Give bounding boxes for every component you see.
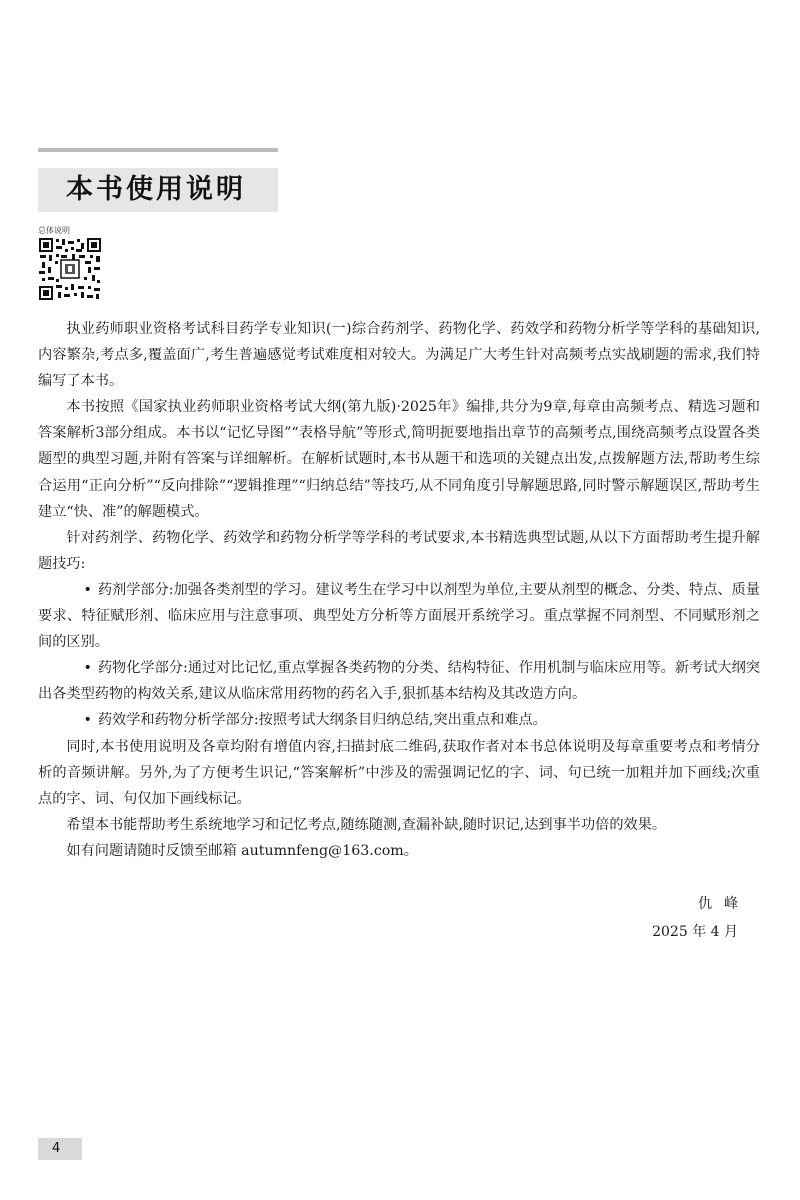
bullet-text: 药剂学部分:加强各类剂型的学习。建议考生在学习中以剂型为单位,主要从剂型的概念、分类、特点、质量要求、特征赋形剂、临床应用与注意事项、典型处方分析等方面展开系统学习。重点掌握不同剂型、不同赋形剂之间的区别。 bbox=[38, 581, 760, 651]
paragraph-wish: 希望本书能帮助考生系统地学习和记忆考点,随练随测,查漏补缺,随时识记,达到事半功倍的效果。 bbox=[66, 816, 667, 833]
instructions-body bbox=[38, 316, 760, 864]
bullet-pharmaceutics bbox=[38, 577, 760, 655]
paragraph-intro: 执业药师职业资格考试科目药学专业知识(一)综合药剂学、药物化学、药效学和药物分析学等学科的基础知识,内容繁杂,考点多,覆盖面广,考生普遍感觉考试难度相对较大。为满足广大考生针对高频考点实战刷题的需求,我们特编写了本书。 bbox=[38, 321, 760, 390]
paragraph-skills-lead: 针对药剂学、药物化学、药效学和药物分析学等学科的考试要求,本书精选典型试题,从以下方面帮助考生提升解题技巧: bbox=[38, 529, 760, 572]
paragraph-structure: 本书按照《国家执业药师职业资格考试大纲(第九版)·2025年》编排,共分为9章,每章由高频考点、精选习题和答案解析3部分组成。本书以“记忆导图”“表格导航”等形式,简明扼要地指出章节的高频考点,围绕高频考点设置各类题型的典型习题,并附有答案与详细解析。在解析试题时,本书从题干和选项的关键点出发,点拨解题方法,帮助考生综合运用“正向分析”“反向排除”“逻辑推理”“归纳总结”等技巧,从不同角度引导解题思路,同时警示解题误区,帮助考生建立“快、准”的解题模式。 bbox=[38, 399, 760, 520]
bullet-text: 药效学和药物分析学部分:按照考试大纲条目归纳总结,突出重点和难点。 bbox=[97, 712, 547, 729]
signature-date: 2025 年 4 月 bbox=[652, 924, 738, 940]
section-title-box bbox=[38, 168, 278, 212]
bullet-pharmacodynamics bbox=[38, 707, 760, 733]
qr-code-icon[interactable] bbox=[38, 237, 102, 301]
author-name: 仇峰 bbox=[698, 896, 750, 912]
qr-code-block bbox=[38, 226, 106, 301]
bullet-marker: • bbox=[83, 660, 92, 677]
bullet-text: 药物化学部分:通过对比记忆,重点掌握各类药物的分类、结构特征、作用机制与临床应用等。新考试大纲突出各类型药物的构效关系,建议从临床常用药物的药名入手,狠抓基本结构及其改造方向。 bbox=[38, 660, 760, 703]
page-title: 本书使用说明 bbox=[66, 174, 246, 205]
bullet-marker: • bbox=[83, 581, 92, 598]
title-top-rule bbox=[38, 148, 278, 152]
page-number: 4 bbox=[38, 1138, 82, 1160]
author-signature bbox=[652, 890, 750, 946]
bullet-medicinal-chemistry bbox=[38, 655, 760, 707]
bullet-marker: • bbox=[83, 712, 92, 729]
paragraph-value-added: 同时,本书使用说明及各章均附有增值内容,扫描封底二维码,获取作者对本书总体说明及每章重要考点和考情分析的音频讲解。另外,为了方便考生识记,“答案解析”中涉及的需强调记忆的字、词、句已统一加粗并加下画线;次重点的字、词、句仅加下画线标记。 bbox=[38, 738, 760, 807]
qr-caption: 总体说明 bbox=[38, 226, 70, 235]
paragraph-contact: 如有问题请随时反馈至邮箱 autumnfeng@163.com。 bbox=[66, 842, 418, 859]
